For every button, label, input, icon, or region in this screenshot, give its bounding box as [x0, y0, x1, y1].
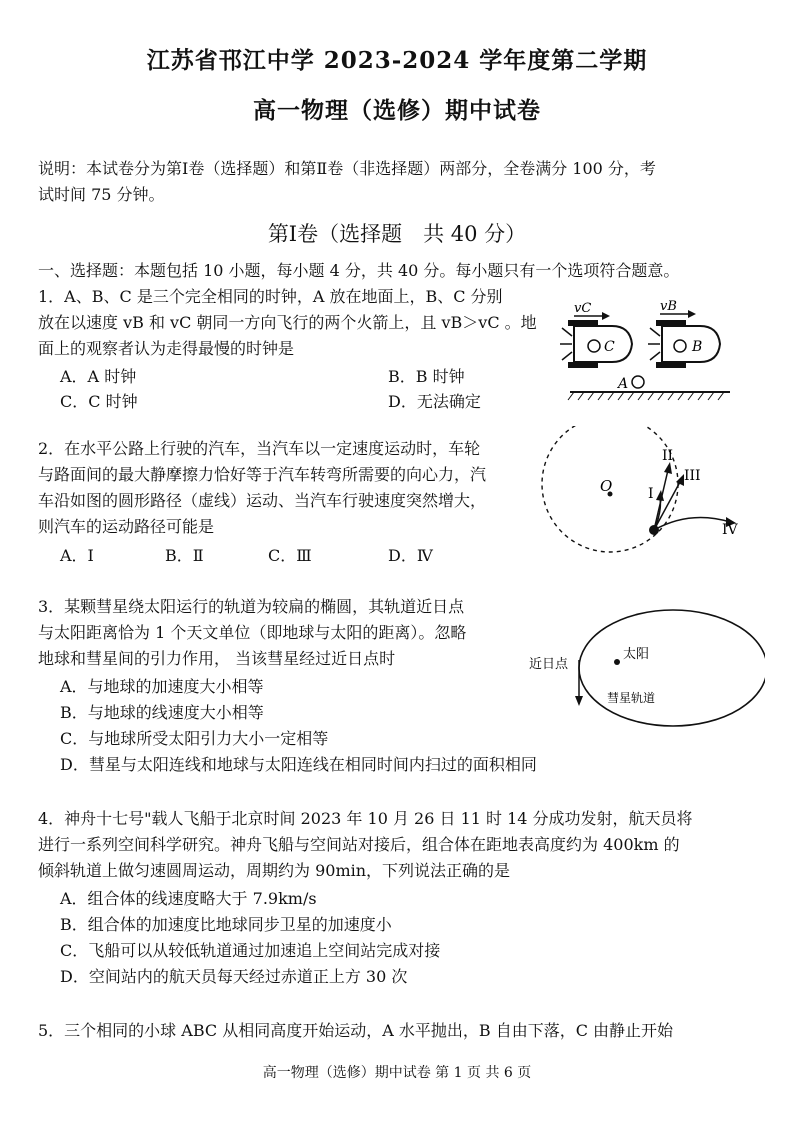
q2-line-3: 车沿如图的圆形路径（虚线）运动、当汽车行驶速度突然增大， — [38, 491, 487, 510]
path-3-label: III — [684, 468, 701, 484]
path-2-label: II — [662, 448, 674, 464]
sun-label: 太阳 — [623, 647, 650, 662]
perihelion-label: 近日点 — [529, 657, 569, 672]
path-4-label: IV — [722, 522, 738, 538]
q4-option-b: B．组合体的加速度比地球同步卫星的加速度小 — [60, 915, 392, 934]
center-label: O — [600, 477, 613, 495]
rocket-c — [560, 301, 632, 368]
q2-line-2: 与路面间的最大静摩擦力恰好等于汽车转弯所需要的向心力，汽 — [38, 465, 487, 484]
q3-comet-orbit-figure — [525, 606, 765, 736]
q2-line-4: 则汽车的运动路径可能是 — [38, 517, 215, 536]
q1-option-c: C．C 时钟 — [60, 392, 138, 411]
q1-rocket-figure — [560, 296, 760, 406]
q5-line-1: 5．三个相同的小球 ABC 从相同高度开始运动，A 水平抛出，B 自由下落，C 由静止开始 — [38, 1021, 674, 1040]
q2-circular-path-figure — [530, 426, 760, 576]
clock-a-label: A — [618, 376, 629, 392]
section-instruction: 一、选择题：本题包括 10 小题，每小题 4 分，共 40 分。每小题只有一个选项符合题意。 — [38, 261, 680, 280]
q4-option-a: A．组合体的线速度略大于 7.9km/s — [60, 889, 317, 908]
q2-option-d: D．Ⅳ — [388, 546, 433, 565]
vb-label: vB — [660, 299, 677, 314]
sun-dot — [614, 659, 620, 665]
q1-line-3: 面上的观察者认为走得最慢的时钟是 — [38, 339, 295, 358]
q3-option-c: C．与地球所受太阳引力大小一定相等 — [60, 729, 329, 748]
section-title: 第Ⅰ卷（选择题 共 40 分） — [267, 222, 527, 246]
intro-line-1: 说明：本试卷分为第Ⅰ卷（选择题）和第Ⅱ卷（非选择题）两部分，全卷满分 100 分，考 — [38, 159, 656, 178]
clock-a — [568, 376, 730, 400]
rocket-b-label: B — [692, 339, 703, 355]
q2-option-c: C．Ⅲ — [268, 546, 312, 565]
q3-option-b: B．与地球的线速度大小相等 — [60, 703, 264, 722]
exam-subtitle: 高一物理（选修）期中试卷 — [253, 97, 541, 124]
page-footer: 高一物理（选修）期中试卷 第 1 页 共 6 页 — [262, 1065, 532, 1081]
rocket-b — [648, 299, 720, 368]
q1-option-d: D．无法确定 — [388, 392, 481, 411]
q4-line-1: 4．神舟十七号"载人飞船于北京时间 2023 年 10 月 26 日 11 时 14 分成功发射，航天员将 — [38, 809, 693, 828]
q2-option-a: A．Ⅰ — [60, 546, 94, 565]
q3-option-a: A．与地球的加速度大小相等 — [60, 677, 264, 696]
q2-option-b: B．Ⅱ — [165, 546, 204, 565]
vc-label: vC — [574, 301, 592, 316]
intro-line-2: 试时间 75 分钟。 — [38, 185, 165, 204]
rocket-c-label: C — [604, 339, 615, 355]
exam-title: 江苏省邗江中学 2023-2024 学年度第二学期 — [146, 47, 648, 74]
q1-line-2: 放在以速度 vB 和 vC 朝同一方向飞行的两个火箭上，且 vB＞vC 。地 — [38, 313, 537, 332]
q4-option-d: D．空间站内的航天员每天经过赤道正上方 30 次 — [60, 967, 408, 986]
q3-option-d: D．彗星与太阳连线和地球与太阳连线在相同时间内扫过的面积相同 — [60, 755, 537, 774]
orbit-label: 彗星轨道 — [607, 691, 656, 705]
comet-orbit — [579, 610, 765, 726]
q3-line-1: 3．某颗彗星绕太阳运行的轨道为较扁的椭圆，其轨道近日点 — [38, 597, 465, 616]
q4-option-c: C．飞船可以从较低轨道通过加速追上空间站完成对接 — [60, 941, 441, 960]
q3-line-3: 地球和彗星间的引力作用， 当该彗星经过近日点时 — [38, 649, 396, 668]
q3-line-2: 与太阳距离恰为 1 个天文单位（即地球与太阳的距离）。忽略 — [38, 623, 467, 642]
q4-line-3: 倾斜轨道上做匀速圆周运动，周期约为 90min，下列说法正确的是 — [38, 861, 511, 880]
q1-option-b: B．B 时钟 — [388, 367, 465, 386]
q1-option-a: A．A 时钟 — [60, 367, 137, 386]
path-1-label: I — [648, 486, 654, 502]
q4-line-2: 进行一系列空间科学研究。神舟飞船与空间站对接后，组合体在距地表高度约为 400km 的 — [38, 835, 680, 854]
q2-line-1: 2．在水平公路上行驶的汽车，当汽车以一定速度运动时，车轮 — [38, 439, 481, 458]
q1-line-1: 1．A、B、C 是三个完全相同的时钟，A 放在地面上，B、C 分别 — [38, 287, 503, 306]
